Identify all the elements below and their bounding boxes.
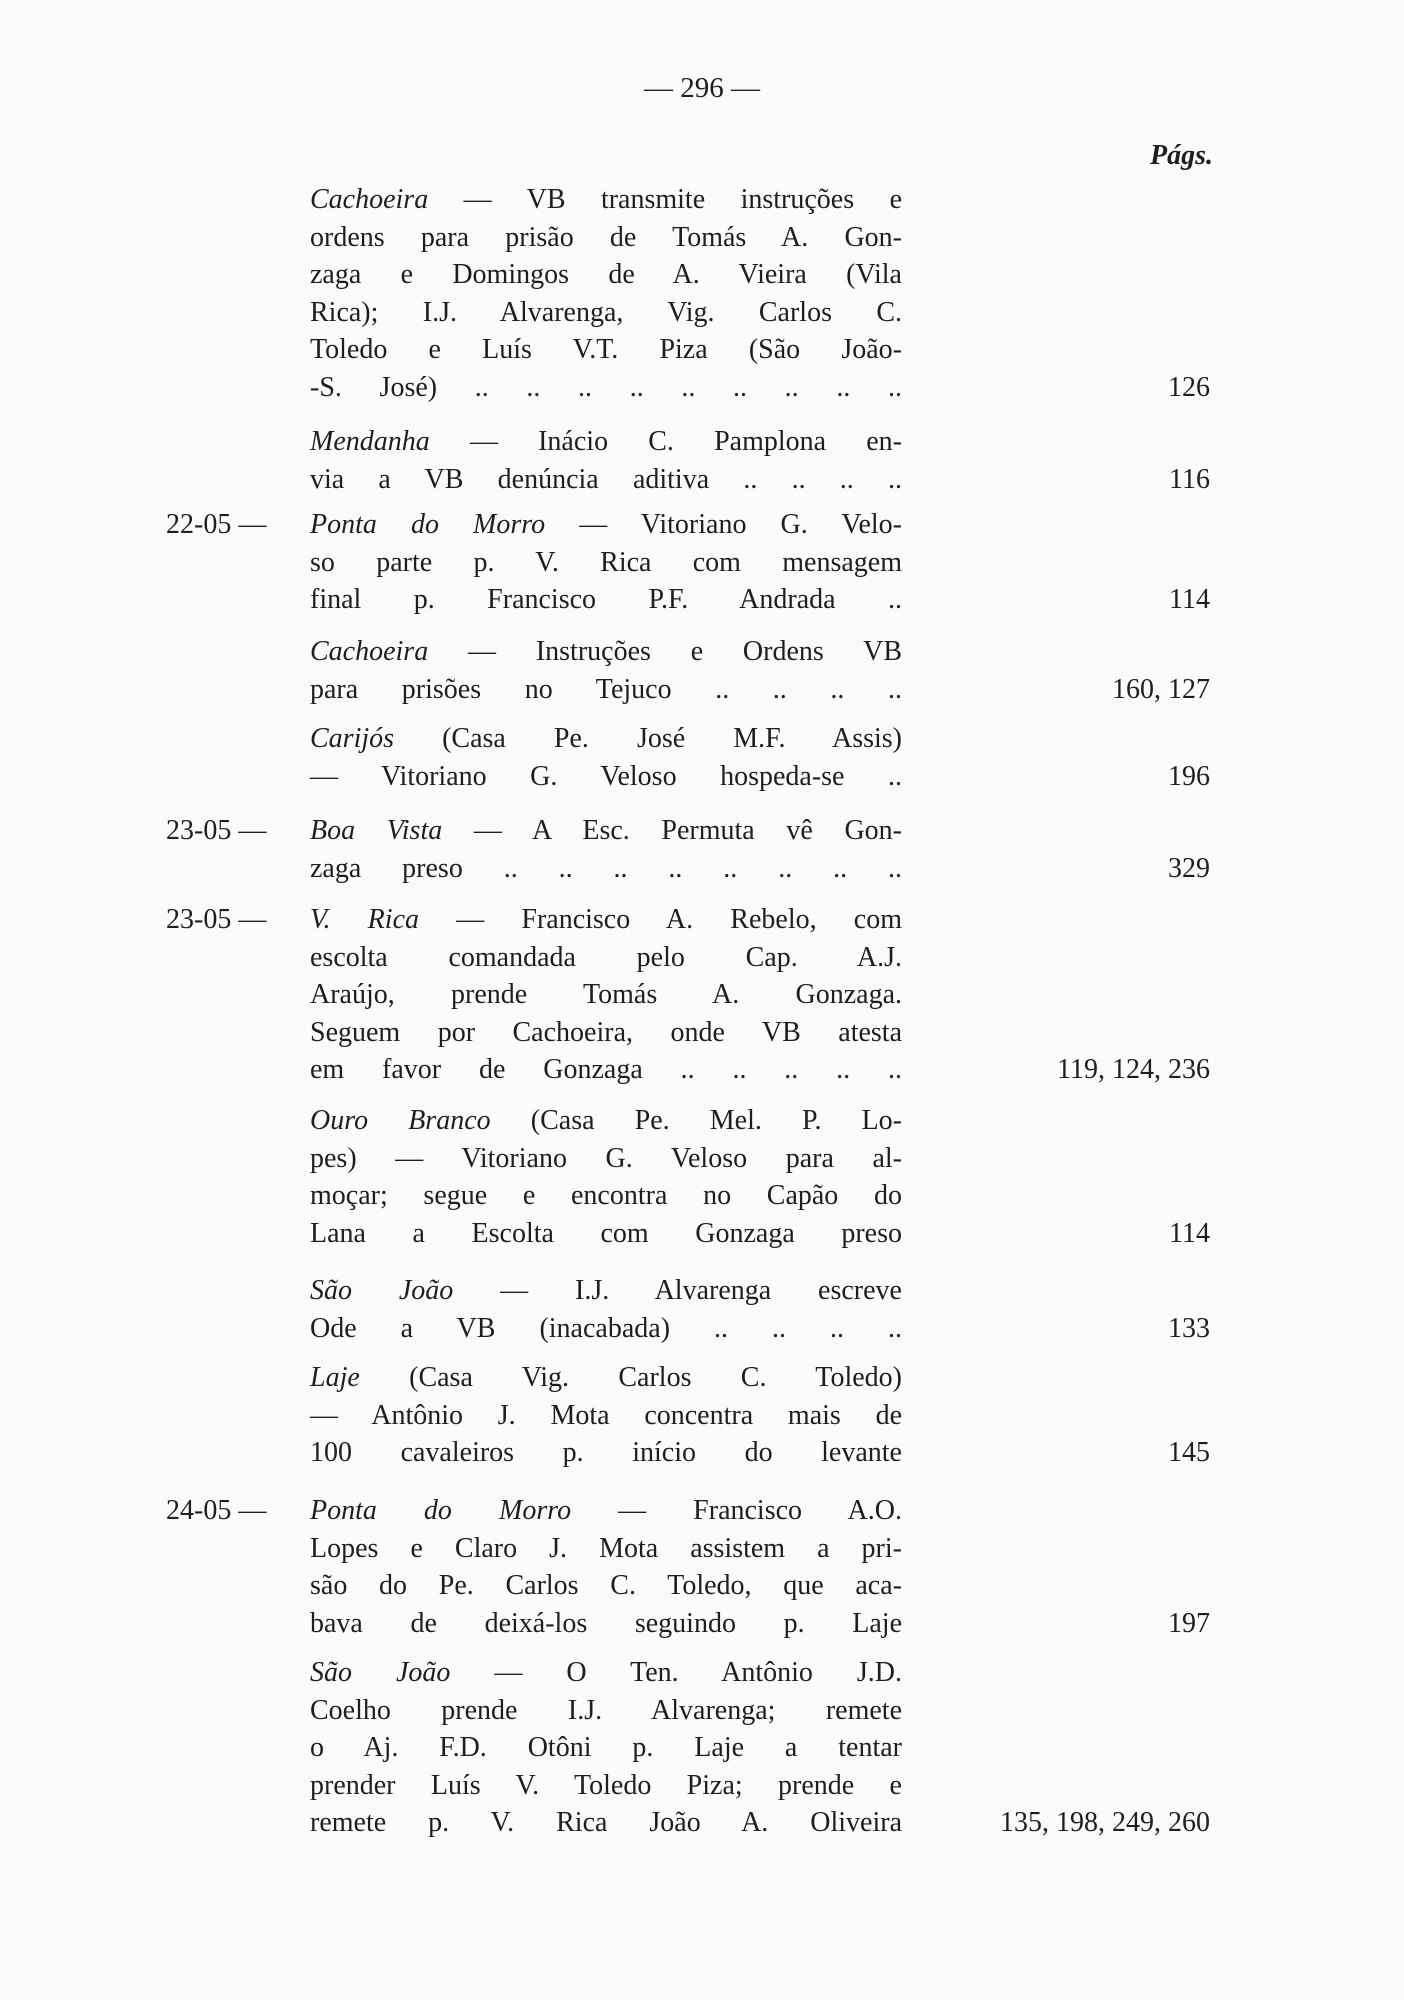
chronology-entry [150,506,1210,619]
entry-place: São João [310,1275,454,1306]
entry-line-text: (Casa Pe. Mel. P. Lo- [490,1105,902,1136]
entry-line [310,939,902,977]
entry-line-text: moçar; segue e encontra no Capão do [310,1180,902,1211]
chronology-entry [150,181,1210,406]
entry-line-text: — Francisco A. Rebelo, com [419,904,902,935]
entry-line-text: Toledo e Luís V.T. Piza (São João- [310,334,902,365]
entry-line [310,1051,902,1089]
entry-text [310,1102,902,1252]
entry-line-text: Ode a VB (inacabada) .. .. .. .. [310,1312,902,1344]
entry-line-text: zaga e Domingos de A. Vieira (Vila [310,259,902,290]
chronology-entry [150,633,1210,708]
entry-pages: 197 [1168,1607,1210,1639]
entry-place: Ponta do Morro [310,509,546,540]
entry-line-text: Rica); I.J. Alvarenga, Vig. Carlos C. [310,296,902,328]
entry-text [310,812,902,887]
entry-line-text: — Vitoriano G. Veloso hospeda-se .. [310,760,902,792]
entry-pages: 160, 127 [1112,673,1210,705]
entry-place: São João [310,1657,451,1688]
entry-date: 23-05 — [166,904,267,935]
entry-pages: 126 [1168,371,1210,403]
entry-pages: 119, 124, 236 [1057,1054,1210,1085]
entry-line-text: Lana a Escolta com Gonzaga preso [310,1217,902,1249]
entry-place: Laje [310,1362,360,1393]
entry-line [310,1140,902,1178]
entry-text [310,423,902,498]
entry-text [310,1359,902,1472]
entry-line [310,812,902,850]
entry-line [310,1605,902,1643]
entry-line-text: — I.J. Alvarenga escreve [453,1275,902,1306]
entry-line-text: so parte p. V. Rica com mensagem [310,546,902,578]
entry-line [310,1397,902,1435]
entry-line [310,369,902,407]
chronology-entry [150,812,1210,887]
entry-pages: 135, 198, 249, 260 [1000,1807,1210,1838]
entry-line [310,331,902,369]
page-number: — 296 — [644,72,760,104]
entry-line-text: — A Esc. Permuta vê Gon- [442,815,903,846]
entry-date: 22-05 — [166,509,267,540]
entry-date: 23-05 — [166,815,267,846]
entry-line-text: Lopes e Claro J. Mota assistem a pri- [310,1532,902,1564]
entry-place: Boa Vista [310,815,443,846]
entry-line-text: Coelho prende I.J. Alvarenga; remete [310,1694,902,1726]
entry-line [310,506,902,544]
entry-line [310,1530,902,1568]
entry-place: Carijós [310,723,395,754]
entry-line-text: são do Pe. Carlos C. Toledo, que aca- [310,1570,902,1601]
chronology-entry [150,1102,1210,1252]
entry-line [310,671,902,709]
entry-text [310,181,902,406]
entry-text [310,506,902,619]
chronology-entry [150,901,1210,1089]
chronology-entry [150,1492,1210,1642]
entry-line [310,633,902,671]
entry-line [310,1310,902,1348]
chronology-entry [150,720,1210,795]
entry-line [310,901,902,939]
entry-place: Cachoeira [310,184,429,215]
entry-line-text: — O Ten. Antônio J.D. [450,1657,902,1688]
entry-place: Ouro Branco [310,1105,491,1136]
entry-line [310,1434,902,1472]
entry-place: Cachoeira [310,636,429,667]
entry-line-text: zaga preso .. .. .. .. .. .. .. .. [310,852,902,884]
entry-pages: 114 [1169,584,1210,615]
chronology-entry [150,1359,1210,1472]
entry-line [310,181,902,219]
entry-line-text: — Inácio C. Pamplona en- [429,426,902,457]
entry-text [310,1272,902,1347]
entry-line-text: — Antônio J. Mota concentra mais de [310,1399,902,1431]
entry-line [310,461,902,499]
entry-pages: 196 [1168,760,1210,792]
chronology-entry [150,1272,1210,1347]
entry-line [310,1215,902,1253]
entry-line-text: via a VB denúncia aditiva .. .. .. .. [310,463,902,495]
entry-pages: 133 [1168,1312,1210,1344]
entry-line-text: -S. José) .. .. .. .. .. .. .. .. .. [310,371,902,403]
entry-line-text: — Francisco A.O. [571,1495,902,1526]
entry-line [310,1492,902,1530]
entry-text [310,1492,902,1642]
entry-date: 24-05 — [166,1495,267,1526]
entry-line [310,1654,902,1692]
entry-line [310,1014,902,1052]
entry-place: Mendanha [310,426,430,457]
entry-line [310,1729,902,1767]
entry-line-text: em favor de Gonzaga .. .. .. .. .. [310,1054,902,1085]
chronology-entry [150,423,1210,498]
entry-line [310,581,902,619]
entry-line-text: Araújo, prende Tomás A. Gonzaga. [310,979,902,1010]
entry-line-text: — Vitoriano G. Velo- [545,509,902,540]
entry-line-text: (Casa Vig. Carlos C. Toledo) [359,1362,902,1393]
entry-line [310,1177,902,1215]
entry-text [310,1654,902,1842]
entry-line [310,1767,902,1805]
entry-line-text: remete p. V. Rica João A. Oliveira [310,1807,902,1838]
entry-line-text: prender Luís V. Toledo Piza; prende e [310,1769,902,1801]
entry-line-text: — VB transmite instruções e [428,184,902,215]
entry-pages: 116 [1169,463,1210,495]
entry-text [310,720,902,795]
entry-line [310,1272,902,1310]
entry-pages: 145 [1168,1437,1210,1468]
entry-place: V. Rica [310,904,419,935]
entry-line-text: Seguem por Cachoeira, onde VB atesta [310,1016,902,1048]
entry-line-text: — Instruções e Ordens VB [428,636,902,667]
entry-line [310,758,902,796]
entry-line [310,1804,902,1842]
entry-line [310,1359,902,1397]
entry-line-text: (Casa Pe. José M.F. Assis) [394,723,902,754]
entry-line-text: ordens para prisão de Tomás A. Gon- [310,221,902,253]
entry-line [310,423,902,461]
entry-text [310,633,902,708]
entry-line [310,294,902,332]
chronology-entry [150,1654,1210,1842]
entry-line [310,219,902,257]
pages-column-header: Págs. [1150,140,1213,171]
entry-line-text: pes) — Vitoriano G. Veloso para al- [310,1142,902,1174]
entry-line-text: o Aj. F.D. Otôni p. Laje a tentar [310,1732,902,1763]
entry-line-text: bava de deixá-los seguindo p. Laje [310,1607,902,1639]
entry-line [310,720,902,758]
entry-text [310,901,902,1089]
entry-place: Ponta do Morro [310,1495,572,1526]
entry-line-text: escolta comandada pelo Cap. A.J. [310,941,902,973]
entry-line-text: para prisões no Tejuco .. .. .. .. [310,673,902,705]
entry-line [310,1102,902,1140]
entry-line [310,1692,902,1730]
entry-line [310,1567,902,1605]
entry-line-text: 100 cavaleiros p. início do levante [310,1437,902,1468]
entry-line-text: final p. Francisco P.F. Andrada .. [310,584,902,615]
entry-line [310,976,902,1014]
entry-pages: 329 [1168,852,1210,884]
entry-line [310,544,902,582]
entry-line [310,850,902,888]
entry-pages: 114 [1169,1217,1210,1249]
entry-line [310,256,902,294]
